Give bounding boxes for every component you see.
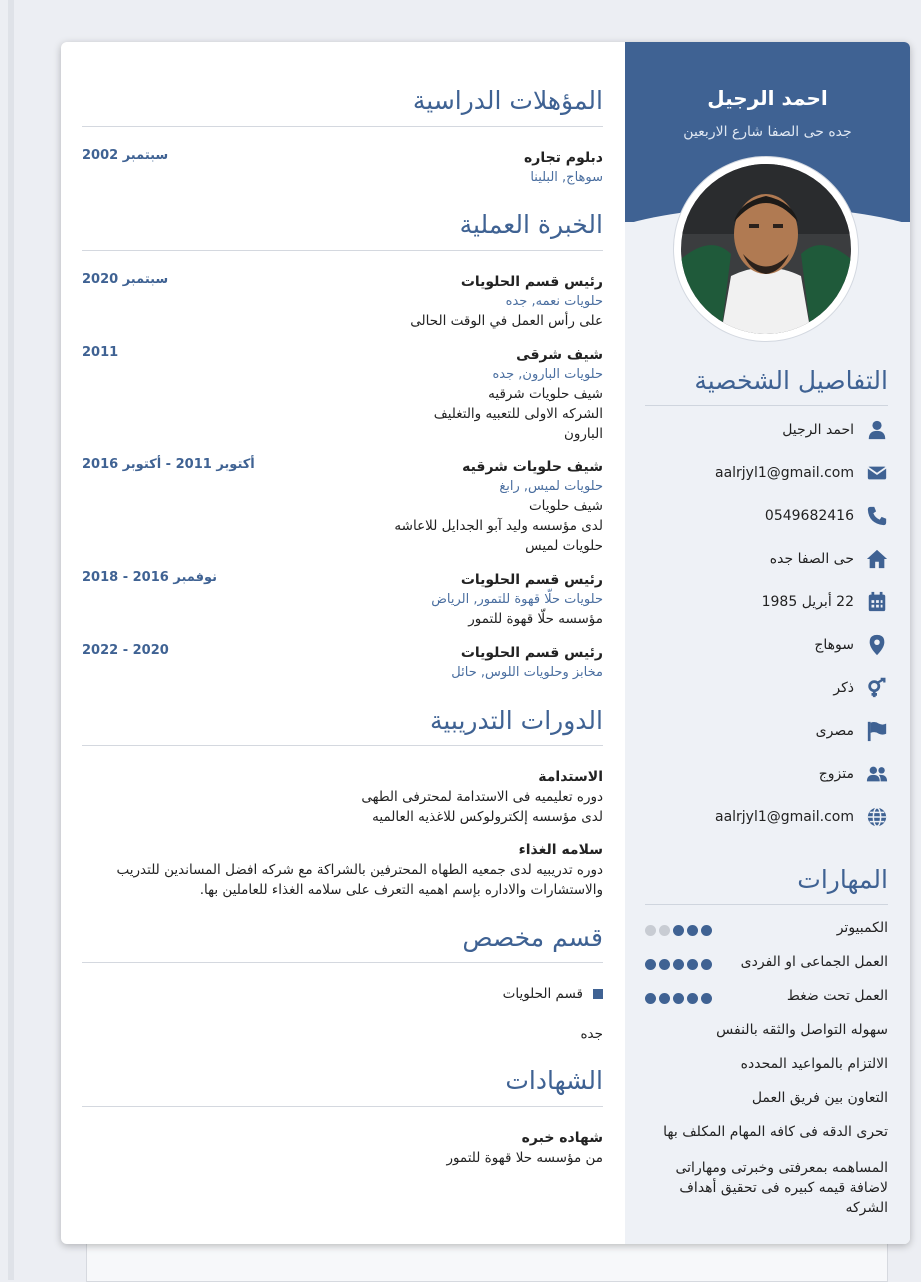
detail-text: احمد الرجيل [782, 422, 854, 438]
skill-item [645, 920, 888, 936]
detail-marital-status [645, 763, 888, 787]
page-edge [8, 0, 14, 1280]
skill-rating [645, 992, 715, 1008]
skill-name: سهوله التواصل والثقه بالنفس [716, 1022, 888, 1038]
cv-page [61, 42, 910, 1244]
experience-entry [82, 643, 603, 682]
detail-text: ذكر [833, 680, 854, 696]
main-column [61, 42, 625, 1244]
divider [82, 126, 603, 127]
skill-name: الكمبيوتر [836, 920, 888, 936]
globe-icon [866, 806, 888, 828]
job-description: الشركه الاولى للتعبيه والتغليف [433, 406, 603, 422]
square-bullet-icon [593, 989, 603, 999]
course-entry [82, 840, 603, 900]
detail-text: aalrjyl1@gmail.com [714, 465, 854, 481]
divider [82, 962, 603, 963]
gender-icon [866, 677, 888, 699]
certificate-description: من مؤسسه حلا قهوة للتمور [446, 1150, 603, 1166]
custom-bullet-item [82, 984, 603, 1004]
job-role: شيف شرقى [516, 347, 603, 363]
divider [82, 745, 603, 746]
job-description: حلويات لميس [525, 538, 603, 554]
course-name: الاستدامة [538, 769, 603, 785]
job-description: شيف حلويات [528, 498, 603, 514]
job-description: مؤسسه حلّا قهوة للتمور [468, 611, 603, 627]
detail-birthplace [645, 634, 888, 658]
user-icon [866, 419, 888, 441]
detail-nationality [645, 720, 888, 744]
skill-rating [645, 924, 715, 940]
job-description: البارون [563, 426, 603, 442]
skill-item [645, 1124, 888, 1140]
course-description: دوره تعليميه فى الاستدامة لمحترفى الطهى [361, 789, 603, 805]
skill-name: العمل تحت ضغط [786, 988, 888, 1004]
detail-email [645, 462, 888, 486]
experience-entry [82, 457, 603, 556]
divider [82, 1106, 603, 1107]
detail-text: 0549682416 [764, 508, 854, 524]
detail-address [645, 548, 888, 572]
date: سبتمبر 2002 [82, 148, 169, 163]
detail-name [645, 419, 888, 443]
date: 2020 - 2022 [82, 643, 169, 658]
skill-name: التعاون بين فريق العمل [751, 1090, 888, 1106]
experience-entry [82, 570, 603, 629]
courses-title: الدورات التدريبية [429, 706, 603, 735]
profile-address: جده حى الصفا شارع الاربعين [683, 124, 852, 140]
certificate-entry [82, 1128, 603, 1168]
course-name: سلامه الغذاء [518, 842, 603, 858]
course-entry [82, 767, 603, 827]
skill-item [645, 954, 888, 970]
detail-text: سوهاج [814, 637, 854, 653]
skill-name: العمل الجماعى او الفردى [740, 954, 888, 970]
company: حلويات البارون, جده [492, 367, 603, 382]
detail-birthdate [645, 591, 888, 615]
profile-name: احمد الرجيل [707, 86, 828, 110]
date: أكتوبر 2011 - أكتوبر 2016 [82, 457, 255, 472]
company: حلويات حلّا قهوة للتمور, الرياض [431, 592, 603, 607]
skills-title: المهارات [797, 865, 888, 894]
envelope-icon [866, 462, 888, 484]
detail-text: aalrjyl1@gmail.com [714, 809, 854, 825]
divider [645, 904, 888, 905]
sidebar [625, 42, 910, 1244]
divider [82, 250, 603, 251]
skill-item [645, 1158, 888, 1218]
custom-line [82, 1024, 603, 1044]
date: 2011 [82, 345, 119, 360]
job-role: شيف حلويات شرقيه [462, 459, 603, 475]
course-description: لدى مؤسسه إلكترولوكس للاغذيه العالميه [372, 809, 603, 825]
experience-entry [82, 272, 603, 331]
phone-icon [866, 505, 888, 527]
date: سبتمبر 2020 [82, 272, 169, 287]
custom-bullet-text: قسم الحلويات [502, 986, 583, 1002]
company: حلويات لميس, رابغ [499, 479, 603, 494]
course-description: دوره تدريبيه لدى جمعيه الطهاه المحترفين بالشراكة مع شركه افضل المساندين للتدريب [116, 862, 603, 878]
job-description: لدى مؤسسه وليد آبو الجدايل للاعاشه [394, 518, 603, 534]
skill-item [645, 1056, 888, 1072]
custom-line-text: جده [580, 1026, 603, 1042]
flag-icon [866, 720, 888, 742]
date: نوفمبر 2016 - 2018 [82, 570, 218, 585]
detail-text: حى الصفا جده [769, 551, 854, 567]
course-description: والاستشارات والاداره بإسم اهميه التعرف على سلامه الغذاء للعاملين بها. [199, 882, 603, 898]
degree: دبلوم تجاره [524, 150, 603, 166]
job-description: على رأس العمل في الوقت الحالى [410, 313, 603, 329]
skill-item [645, 1022, 888, 1038]
company: مخابز وحلويات اللوس, حائل [451, 665, 603, 680]
home-icon [866, 548, 888, 570]
job-role: رئيس قسم الحلويات [460, 572, 603, 588]
detail-gender [645, 677, 888, 701]
location-pin-icon [866, 634, 888, 656]
job-description: شيف حلويات شرقيه [488, 386, 603, 402]
personal-details-title: التفاصيل الشخصية [694, 366, 888, 395]
experience-entry [82, 345, 603, 444]
education-title: المؤهلات الدراسية [412, 86, 603, 115]
skill-rating [645, 958, 715, 974]
certificates-title: الشهادات [505, 1066, 603, 1095]
school-place: سوهاج, البلينا [530, 170, 603, 185]
detail-text: متزوج [818, 766, 854, 782]
detail-text: 22 أبريل 1985 [761, 594, 854, 610]
avatar [674, 157, 858, 341]
skill-item [645, 988, 888, 1004]
calendar-icon [866, 591, 888, 613]
detail-website [645, 806, 888, 830]
detail-text: مصرى [815, 723, 854, 739]
divider [645, 405, 888, 406]
users-icon [866, 763, 888, 785]
detail-phone [645, 505, 888, 529]
job-role: رئيس قسم الحلويات [460, 274, 603, 290]
experience-title: الخبرة العملية [459, 210, 603, 239]
skill-name: تحرى الدقه فى كافه المهام المكلف بها [663, 1124, 888, 1140]
skill-item [645, 1090, 888, 1106]
job-role: رئيس قسم الحلويات [460, 645, 603, 661]
skill-name: الالتزام بالمواعيد المحدده [740, 1056, 888, 1072]
company: حلويات نعمه, جده [505, 294, 603, 309]
education-entry [82, 148, 603, 187]
certificate-name: شهاده خبره [521, 1130, 603, 1146]
skill-name: المساهمه بمعرفتى وخبرتى ومهاراتى لاضافة قيمه كبيره فى تحقيق أهداف الشركه [675, 1160, 888, 1216]
custom-section-title: قسم مخصص [462, 923, 603, 952]
